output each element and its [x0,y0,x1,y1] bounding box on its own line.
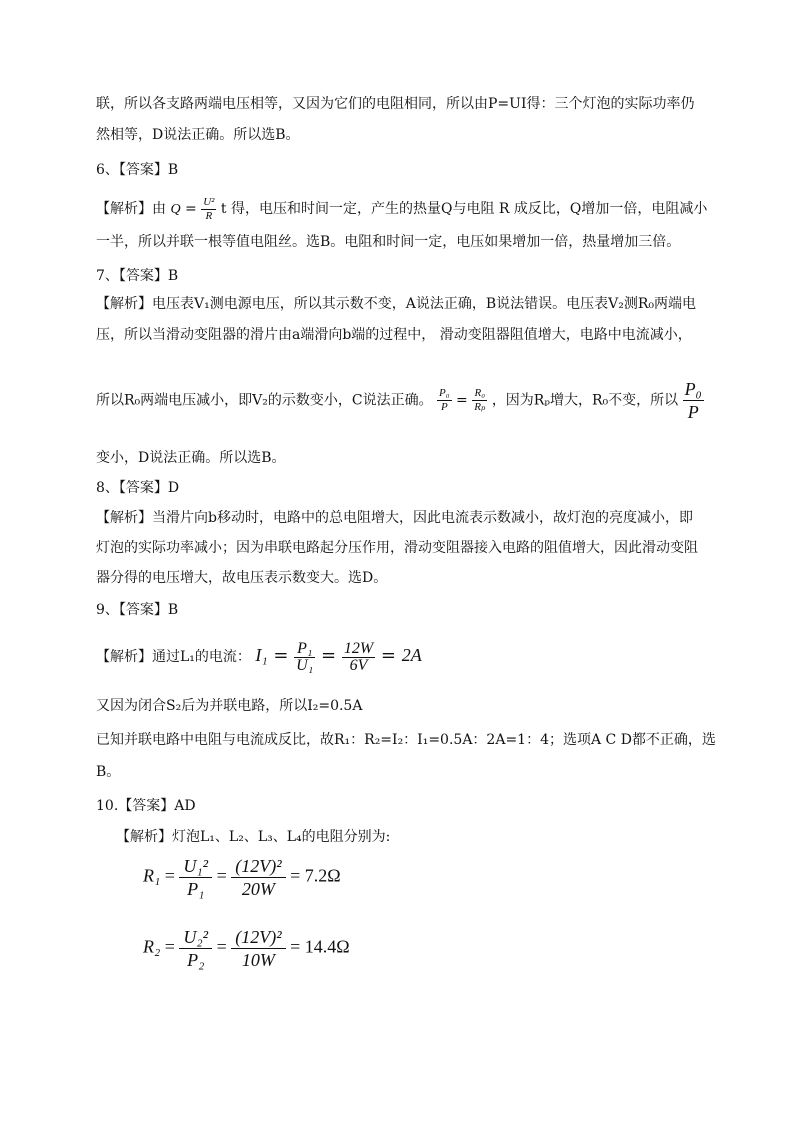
formula-result: 7.2Ω [304,865,341,886]
analysis-6: 【解析】由 Q = $\frac{\text{U²}}{R}$ t 得，电压和时间一定，产生的热量Q与电阻 R 成反比，Q增加一倍，电阻减小 [96,195,708,222]
ratio-fraction [472,387,487,414]
formula-lhs: R₁ [143,865,161,886]
fraction-denominator: Rₚ [474,401,486,413]
text-line: 然相等，D说法正确。所以选B。 [96,127,300,143]
analysis-7-ratio-line: 所以R₀两端电压减小，即V₂的示数变小，C说法正确。 $\frac{\text{P₀}}{P}$ = $\frac{\text{R₀}}{\text{Rₚ}}$ ，因为Rₚ增大，R₀不变，所以 $\frac{\text{P₀}}{P}$ [96,379,702,422]
fraction-numerator: P₀ [439,387,450,399]
fraction-numerator: 12W [343,639,374,657]
text-line: 【解析】电压表V₁测电源电压，所以其示数不变，A说法正确，B说法错误。电压表V₂测R₀两端电 [96,296,696,312]
formula-r2: R₂ = $\frac{\text{U₂²}}{\text{P₂}}$ = $\frac{\text{(12V)²}}{10W}$ = 14.4Ω [143,927,350,970]
formula-q6-frac [201,196,216,223]
answer-8: 8、【答案】D [96,480,180,496]
fraction-numerator: U₂² [179,926,212,949]
text-line: 已知并联电路中电阻与电流成反比，故R₁：R₂=I₂：I₁=0.5A：2A=1：4；选项A C D都不正确，选 [96,732,716,748]
ratio-fraction [683,378,704,423]
fraction-numerator: U₁² [179,855,212,878]
formula-result: 14.4Ω [304,936,350,957]
answer-6: 6、【答案】B [96,162,179,178]
text-segment: 【解析】由 [96,201,166,217]
text-segment: t 得，电压和时间一定，产生的热量Q与电阻 R 成反比，Q增加一倍，电阻减小 [220,201,708,217]
formula-frac [179,855,212,900]
formula-q9-lhs: I₁ [255,645,268,665]
text-line: 压，所以当滑动变阻器的滑片由a端滑向b端的过程中， 滑动变阻器阻值增大，电路中电流减小， [96,327,692,343]
fraction-numerator: P₁ [294,641,315,658]
analysis-9: 【解析】通过L₁的电流： I₁ = $\frac{\text{P₁}}{\text{U₁}}$ = $\frac{12W}{6V}$ = 2A [96,639,422,674]
formula-q9-frac [294,641,315,674]
fraction-denominator: P₂ [187,950,205,970]
formula-q9-result: 2A [401,645,422,665]
fraction-denominator: P [440,401,448,413]
fraction-denominator: 6V [349,656,368,674]
ratio-fraction [437,387,452,414]
text-line: 器分得的电压增大，故电压表示数变大。选D。 [96,570,388,586]
formula-frac [231,926,285,971]
formula-lhs: R₂ [143,936,161,957]
fraction-numerator: U² [203,195,215,208]
formula-q9-frac [342,641,375,674]
fraction-denominator: R [205,209,213,222]
answer-7: 7、【答案】B [96,268,179,284]
fraction-denominator: 20W [241,879,275,899]
text-segment: 【解析】通过L₁的电流： [96,649,251,665]
formula-frac [179,926,212,971]
formula-q6-lhs: Q [170,202,181,217]
text-segment: ，因为Rₚ增大，R₀不变，所以 [491,392,679,409]
answer-9: 9、【答案】B [96,602,179,618]
text-line: 联，所以各支路两端电压相等，又因为它们的电阻相同，所以由P=UI得：三个灯泡的实际功率仍 [96,96,695,112]
fraction-numerator: R₀ [472,387,487,401]
text-line: 一半，所以并联一根等值电阻丝。选B。电阻和时间一定，电压如果增加一倍，热量增加三倍。 [96,234,681,250]
text-line: 【解析】当滑片向b移动时，电路中的总电阻增大，因此电流表示数减小，故灯泡的亮度减小，即 [96,510,693,526]
fraction-numerator: (12V)² [231,926,285,949]
formula-frac [231,855,285,900]
answer-10: 10.【答案】AD [96,798,196,814]
text-line: B。 [96,764,121,780]
text-line: 变小，D说法正确。所以选B。 [96,450,286,466]
text-line: 又因为闭合S₂后为并联电路，所以I₂=0.5A [96,698,363,714]
formula-r1: R₁ = $\frac{\text{U₁²}}{\text{P₁}}$ = $\frac{\text{(12V)²}}{20W}$ = 7.2Ω [143,856,341,899]
fraction-denominator: P [687,402,699,422]
text-line: 灯泡的实际功率减小；因为串联电路起分压作用，滑动变阻器接入电路的阻值增大，因此滑动变阻 [96,540,698,556]
text-segment: 所以R₀两端电压减小，即V₂的示数变小，C说法正确。 [96,392,433,409]
text-line: 【解析】灯泡L₁、L₂、L₃、L₄的电阻分别为: [116,829,391,845]
fraction-numerator: P₀ [684,379,702,399]
fraction-denominator: 10W [241,950,275,970]
fraction-numerator: (12V)² [231,855,285,878]
fraction-denominator: U₁ [296,656,314,674]
fraction-denominator: P₁ [187,879,205,899]
